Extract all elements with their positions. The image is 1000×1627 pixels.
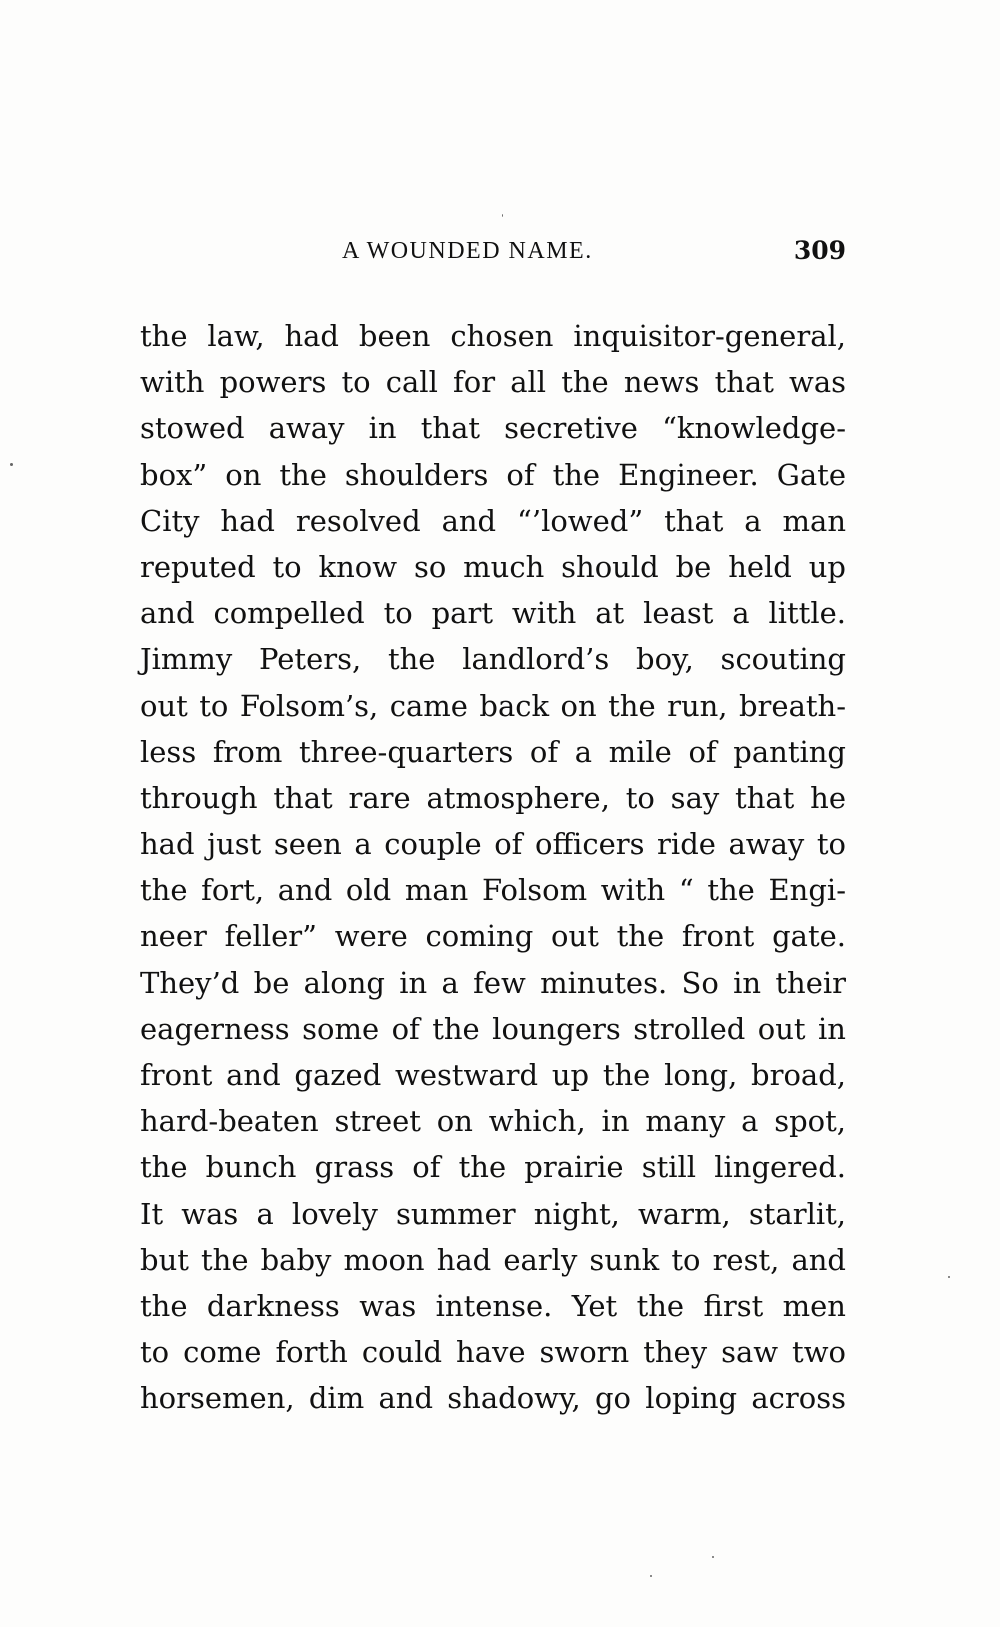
text-line: stowed away in that secretive “knowledge- [140, 411, 846, 446]
text-line: It was a lovely summer night, warm, starlit, [140, 1196, 846, 1231]
text-line: but the baby moon had early sunk to rest, and [140, 1242, 846, 1277]
text-line: horsemen, dim and shadowy, go loping across [140, 1381, 846, 1416]
scan-speck [948, 1276, 950, 1278]
text-line: the law, had been chosen inquisitor-general, [140, 319, 846, 353]
text-line: neer feller” were coming out the front gate. [140, 919, 846, 954]
text-line: City had resolved and “’lowed” that a man [140, 503, 846, 538]
text-line: Jimmy Peters, the landlord’s boy, scouting [140, 642, 846, 677]
text-line: the bunch grass of the prairie still lingered. [140, 1150, 846, 1185]
page-number: 309 [793, 236, 846, 265]
text-line: eagerness some of the loungers strolled out in [140, 1011, 846, 1046]
text-line: to come forth could have sworn they saw two [140, 1335, 846, 1370]
scan-speck [10, 463, 13, 466]
text-line: had just seen a couple of officers ride away to [140, 827, 846, 862]
text-line: with powers to call for all the news that was [140, 365, 846, 400]
text-line: through that rare atmosphere, to say that he [140, 780, 846, 815]
text-line: hard-beaten street on which, in many a spot, [140, 1104, 846, 1139]
text-line: They’d be along in a few minutes. So in their [140, 965, 846, 1000]
text-line: out to Folsom’s, came back on the run, breath- [140, 688, 846, 723]
text-line: the darkness was intense. Yet the first men [140, 1288, 846, 1323]
text-line: and compelled to part with at least a little. [140, 596, 846, 631]
running-head [140, 238, 846, 278]
text-line: front and gazed westward up the long, broad, [140, 1058, 846, 1092]
text-line: reputed to know so much should be held up [140, 549, 846, 584]
text-line: less from three-quarters of a mile of panting [140, 734, 846, 769]
text-line: box” on the shoulders of the Engineer. Gate [140, 457, 846, 492]
running-head-title: A WOUNDED NAME. [342, 238, 593, 264]
scan-speck [650, 1575, 652, 1577]
scan-speck [502, 214, 503, 217]
scan-speck [712, 1556, 714, 1558]
text-line: the fort, and old man Folsom with “ the Engi- [140, 873, 846, 908]
body-text [140, 313, 846, 1422]
